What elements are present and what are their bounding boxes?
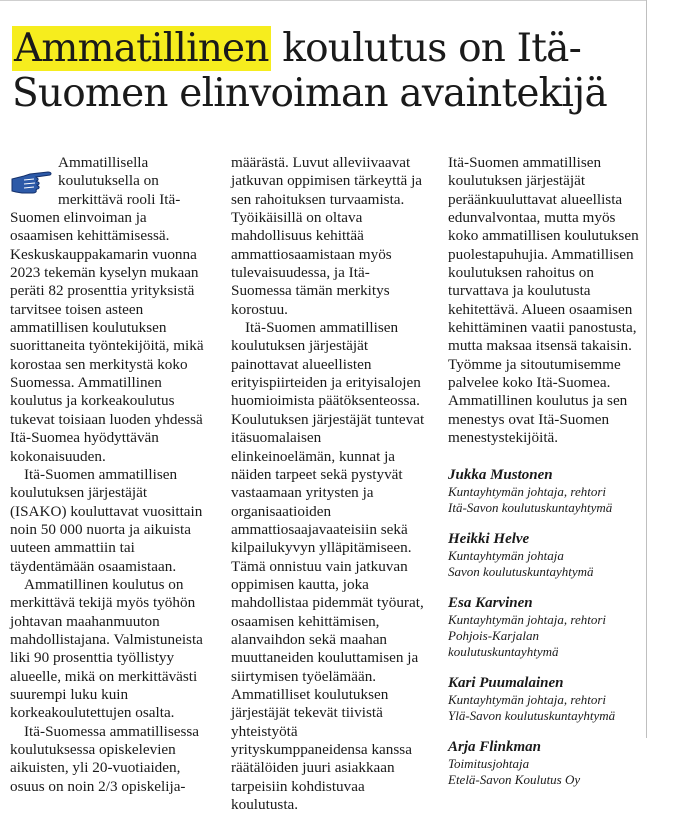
top-rule [0, 0, 647, 1]
signature-name: Kari Puumalainen [448, 674, 564, 691]
signature-role: Kuntayhtymän johtaja [448, 547, 564, 563]
article-column-2 [231, 154, 427, 814]
headline [12, 26, 632, 116]
article-column-3 [448, 154, 644, 448]
paragraph: Ammatillisella koulutuksella on merkittävä rooli Itä-Suomen elinvoiman ja osaamisen kehittämisessä. Keskuskauppakamarin vuonna 2023 tekemän kyselyn mukaan peräti 82 prosenttia yrityksistä tarvitsee toisen asteen ammatillisen koulutuksen suorittaneita työntekijöitä, mikä korostaa sen merkitystä koko Suomessa. Ammatillinen koulutus ja korkeakoulutus tukevat toisiaan luoden yhdessä Itä-Suomea hyödyttävän kokonaisuuden. [10, 154, 204, 465]
headline-rest: koulutus on Itä-Suomen elinvoiman avaintekijä [12, 26, 607, 116]
paragraph: Itä-Suomen ammatillisen koulutuksen järjestäjät (ISAKO) kouluttavat vuosittain noin 50 000 nuorta ja aikuista uuteen ammattiin tai täydentämään osaamistaan. [10, 465, 203, 575]
signature-org: Pohjois-Karjalan koulutuskuntayhtymä [448, 627, 559, 659]
signature [448, 674, 644, 724]
paragraph-continued: Itä-Suomen ammatillisen koulutuksen järjestäjät peräänkuuluttavat alueellista edunvalvontaa, mutta myös koko ammatillisen koulutuksen puolestapuhujia. Ammatillisen koulutuksen rahoitus on turvattava ja koulutusta kehitettävä. Alueen osaamisen kehittäminen vaatii panostusta, mutta maksaa itsensä takaisin. Työmme ja sitoutumisemme palvelee koko Itä-Suomea. Ammatillinen koulutus ja sen menestys ovat Itä-Suomen menestystekijöitä. [448, 154, 639, 447]
signature-name: Jukka Mustonen [448, 466, 553, 483]
signature-role: Toimitusjohtaja [448, 755, 530, 771]
signature [448, 530, 644, 580]
paragraph: Ammatillinen koulutus on merkittävä tekijä myös työhön johtavan maahanmuuton mahdollistajana. Valmistuneista liki 90 prosenttia työllistyy alueelle, mikä on merkittävästi suurempi luku kuin korkeakoulutettujen osalta. [10, 575, 203, 722]
signature [448, 738, 644, 788]
signature-name: Heikki Helve [448, 530, 530, 547]
paragraph: määrästä. Luvut alleviivaavat jatkuvan oppimisen tärkeyttä ja sen rahoituksen turvaamista. Työikäisillä on oltava mahdollisuus kehittää ammattiosaamistaan myös tulevaisuudessa, ja Itä-Suomessa tämän merkitys korostuu. [231, 154, 423, 318]
signature-role: Kuntayhtymän johtaja, rehtori [448, 483, 607, 499]
signature [448, 594, 644, 660]
signature-name: Arja Flinkman [448, 738, 541, 755]
signature [448, 466, 644, 516]
signature-org: Etelä-Savon Koulutus Oy [448, 771, 581, 787]
signature-org: Ylä-Savon koulutuskuntayhtymä [448, 707, 616, 723]
signatures-column [448, 466, 644, 788]
headline-highlight: Ammatillinen [14, 26, 269, 71]
article-column-1 [10, 154, 206, 796]
paragraph: Itä-Suomessa ammatillisessa koulutuksessa opiskelevien aikuisten, yli 20-vuotiaiden, osuus on noin 2/3 opiskelija- [10, 722, 200, 795]
pointing-hand-icon [10, 168, 54, 198]
paragraph: Itä-Suomen ammatillisen koulutuksen järjestäjät painottavat alueellisten erityispiirteiden ja erityisalojen huomioimista päätöksenteossa. Koulutuksen järjestäjät tuntevat itäsuomalaisen elinkeinoelämän, kunnat ja näiden tarpeet sekä pystyvät vastaamaan yritysten ja organisaatioiden ammattiosaajavaateisiin sekä kilpailukyvyn ylläpitämiseen. Tämä onnistuu vain jatkuvan oppimisen kautta, joka mahdollistaa pidemmät työurat, osaamisen kehittämisen, alanvaihdon sekä maahan muuttaneiden kouluttamisen ja siirtymisen työelämään. Ammatilliset koulutuksen järjestäjät tekevät tiivistä yhteistyötä yrityskumppaneidensa kanssa räätälöiden juuri asiakkaan tarpeisiin kohdistuvaa koulutusta. [231, 319, 425, 814]
signature-org: Savon koulutuskuntayhtymä [448, 563, 594, 579]
signature-name: Esa Karvinen [448, 594, 533, 611]
signature-role: Kuntayhtymän johtaja, rehtori [448, 691, 607, 707]
signature-role: Kuntayhtymän johtaja, rehtori [448, 611, 607, 627]
signature-org: Itä-Savon koulutuskuntayhtymä [448, 499, 613, 515]
column-rule [646, 0, 647, 738]
